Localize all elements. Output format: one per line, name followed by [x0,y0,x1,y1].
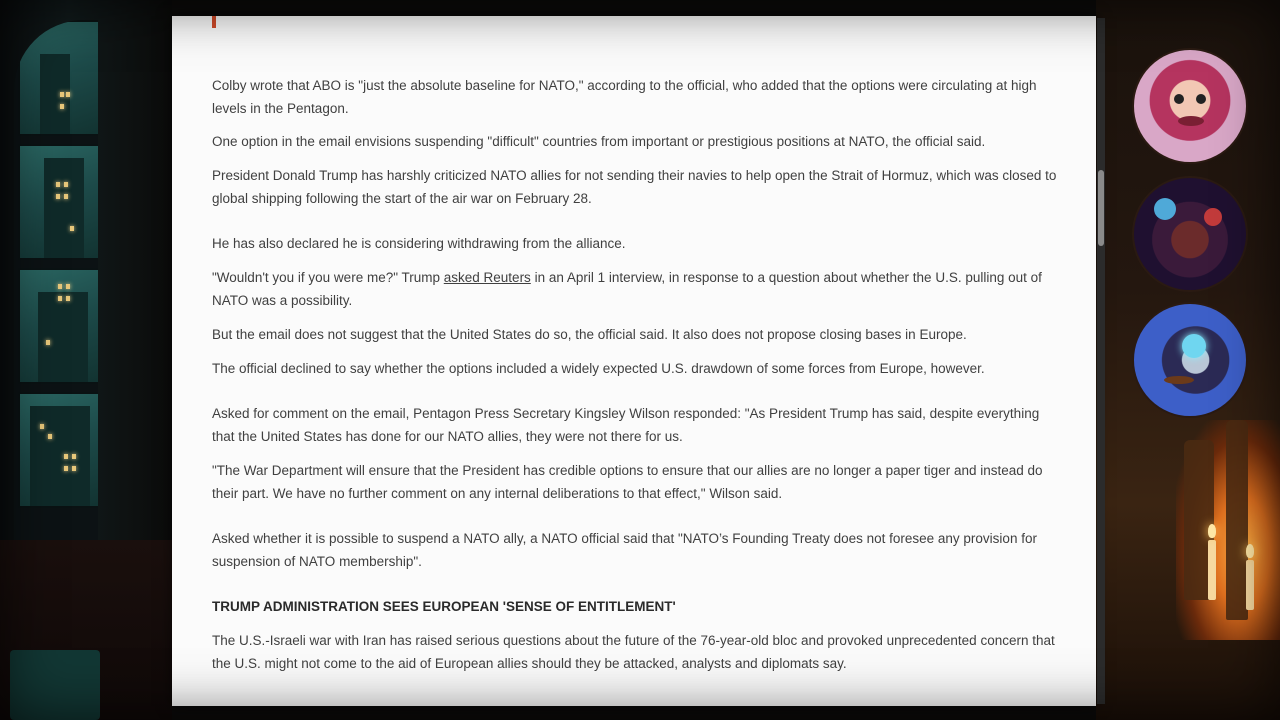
window-pane [18,144,98,260]
cutoff-text-blurred [212,698,1062,706]
asked-reuters-link[interactable]: asked Reuters [443,270,531,285]
left-background-window [0,0,172,720]
article-paragraph: One option in the email envisions suspending "difficult" countries from important or prestigious positions at NATO, the official said. [212,134,986,149]
arched-window [14,20,98,580]
article-paragraph: The U.S.-Israeli war with Iran has raised serious questions about the future of the 76-year-old bloc and provoked unprecedented concern that the U.S. might not come to the aid of European allies should they be attacked, analysts and diplomats say. [212,633,1055,671]
article-paragraph: President Donald Trump has harshly criticized NATO allies for not sending their navies to help open the Strait of Hormuz, which was closed to global shipping following the start of the air war on February 28. [212,168,1057,206]
scrollbar-thumb[interactable] [1098,170,1104,246]
article-page[interactable] [172,16,1096,706]
avatar-robot-wizard-character [1132,302,1248,418]
article-paragraph: "The War Department will ensure that the President has credible options to ensure that our allies are no longer a paper tiger and instead do their part. We have no further comment on any internal deliberations to that effect," Wilson said. [212,463,1043,501]
avatar-pink-hair-character [1132,48,1248,164]
article-paragraph: Asked for comment on the email, Pentagon Press Secretary Kingsley Wilson responded: "As President Trump has said, despite everything that the United States has done for our NATO allies, they were not there for us. [212,406,1040,444]
section-heading: TRUMP ADMINISTRATION SEES EUROPEAN 'SENSE OF ENTITLEMENT' [212,599,676,614]
paragraph-text: "Wouldn't you if you were me?" Trump [212,270,444,285]
window-pane [18,392,98,508]
article-paragraph [212,267,1062,312]
page-scrollbar[interactable] [1097,18,1105,704]
article-paragraph: The official declined to say whether the options included a widely expected U.S. drawdown of some forces from Europe, however. [212,361,985,376]
top-accent-bar [212,16,216,28]
avatar-dark-character [1132,176,1248,292]
paragraph-text: in an April 1 interview, in response to a question about whether the U.S. pulling out of NATO was a possibility. [212,270,1042,308]
article-paragraph: But the email does not suggest that the United States do so, the official said. It also does not propose closing bases in Europe. [212,327,967,342]
left-floor [0,540,172,720]
window-pane [18,20,98,136]
article-paragraph: Asked whether it is possible to suspend a NATO ally, a NATO official said that "NATO’s Founding Treaty does not foresee any provision for suspension of NATO membership". [212,531,1037,569]
window-pane [18,268,98,384]
article-paragraph: Colby wrote that ABO is "just the absolute baseline for NATO," according to the official, who added that the options were circulating at high levels in the Pentagon. [212,78,1037,116]
article-paragraph: He has also declared he is considering withdrawing from the alliance. [212,236,626,251]
